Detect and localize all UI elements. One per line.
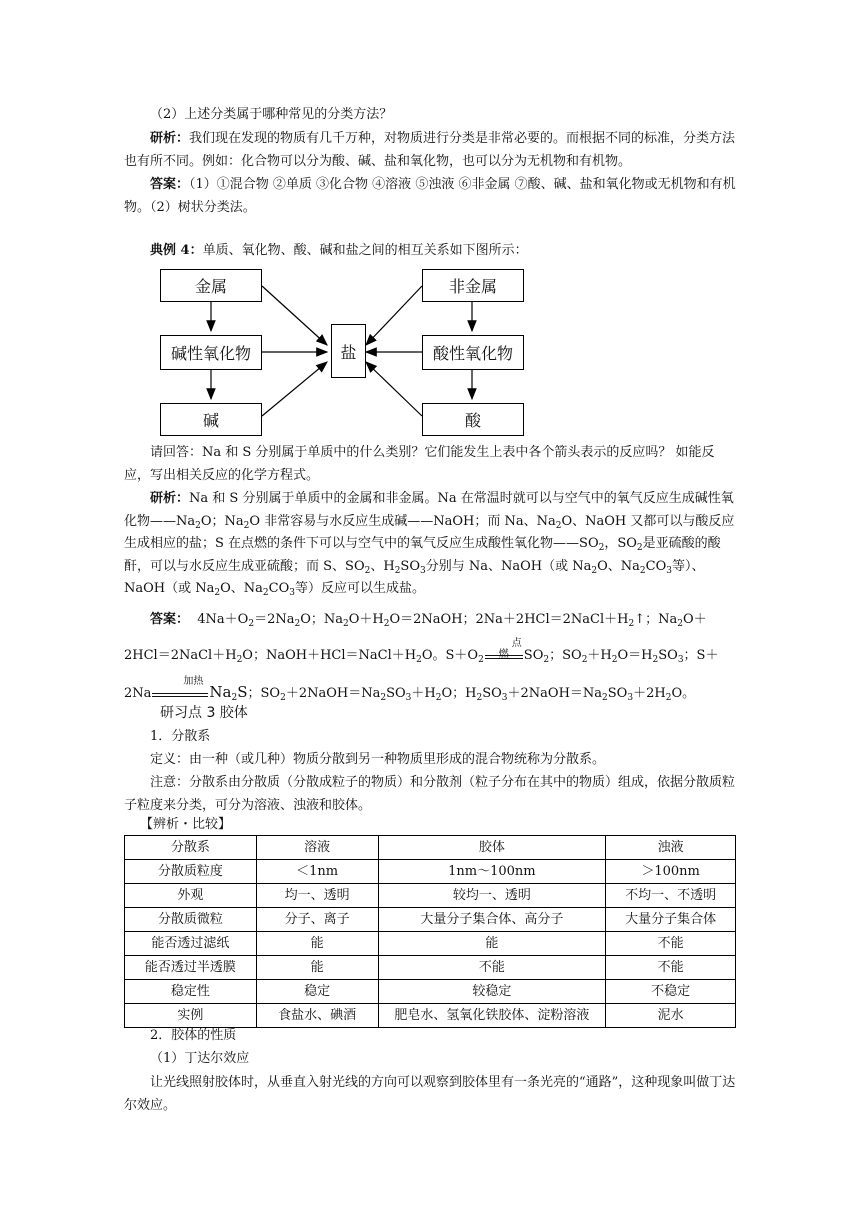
answer-2-label: 答案： [150,612,190,627]
table-cell: 胶体 [378,836,606,860]
table-row [125,932,736,956]
table-cell: 不稳定 [606,980,736,1004]
table-cell: 大量分子集合体、高分子 [378,908,606,932]
s2-text: 让光线照射胶体时，从垂直入射光线的方向可以观察到胶体里有一条光亮的“通路”，这种现象叫做丁达尔效应。 [124,1075,736,1113]
table-cell: 较稳定 [378,980,606,1004]
arrow-acid-to-salt [366,362,422,416]
table-cell: 泥水 [606,1004,736,1028]
table-cell: 浊液 [606,836,736,860]
answer-2: 答案： $4Na+O_2=2Na_2O$；$Na_2O+H_2O=2NaOH$；$2Na+2HCl=2NaCl+H_2↑$；$Na_2O+2HCl=2NaCl+H_2O$；$NaOH+HCl=NaCl+H_2O$。$S+O_2$ 点燃 $SO_2$；$SO_2+H_2O=H_2SO_3$；S＋2Na 加热 $Na_2S$；$SO_2+2NaOH=Na_2SO_3+H_2O$；$H_2SO_3+2NaOH=Na_2SO_3+2H_2O$。 [124,612,719,703]
table-cell: 1nm～100nm [378,860,606,884]
table-cell: 能否透过半透膜 [125,956,257,980]
table-cell: 大量分子集合体 [606,908,736,932]
table-row [125,980,736,1004]
table-cell: 不能 [606,932,736,956]
table-cell: 食盐水、碘酒 [256,1004,378,1028]
table-cell: 能 [256,932,378,956]
arrow-metal-to-salt [262,286,327,345]
table-cell: 分散系 [125,836,257,860]
question-2: （2）上述分类属于哪种常见的分类方法？ [150,107,393,122]
table-cell: 不能 [378,956,606,980]
table-cell: 能否透过滤纸 [125,932,257,956]
table-cell: 肥皂水、氢氧化铁胶体、淀粉溶液 [378,1004,606,1028]
table-cell: ＜1nm [256,860,378,884]
example-4-text: 单质、氧化物、酸、碱和盐之间的相互关系如下图所示： [202,243,528,258]
question-text: 请回答：Na 和 S 分别属于单质中的什么类别？它们能发生上表中各个箭头表示的反应吗？ 如能反应，写出相关反应的化学方程式。 [124,445,715,483]
table-cell: 稳定 [256,980,378,1004]
analysis-1-label: 研析： [150,131,190,146]
table-cell: 不能 [606,956,736,980]
box-salt: 盐 [331,324,366,378]
box-metal: 金属 [160,269,262,302]
answer-1-label: 答案： [150,177,190,192]
table-row [125,908,736,932]
table-cell: 均一、透明 [256,884,378,908]
arrow-base-to-salt [262,362,327,416]
comparison-table [124,835,736,1028]
box-nonmetal: 非金属 [422,269,524,302]
heat-condition: 加热 [152,687,208,701]
box-acid: 酸 [422,403,524,436]
table-cell: 实例 [125,1004,257,1028]
table-row [125,860,736,884]
table-cell: 稳定性 [125,980,257,1004]
table-row [125,1004,736,1028]
s1-note: 注意：分散系由分散质（分散成粒子的物质）和分散剂（粒子分布在其中的物质）组成，依据分散质粒子粒度来分类，可分为溶液、浊液和胶体。 [124,775,736,813]
s1-title: 1．分散系 [150,729,211,744]
answer-1 [124,174,736,219]
example-4 [124,240,736,263]
analysis-1-text: 我们现在发现的物质有几千万种，对物质进行分类是非常必要的。而根据不同的标准，分类方法也有所不同。例如：化合物可以分为酸、碱、盐和氧化物，也可以分为无机物和有机物。 [124,131,736,169]
table-cell: 不均一、不透明 [606,884,736,908]
s2-subtitle: （1）丁达尔效应 [150,1051,250,1066]
box-acidic-oxide: 酸性氧化物 [422,335,524,370]
analysis-1 [124,128,736,173]
s2-title: 2．胶体的性质 [150,1028,237,1043]
table-cell: 分子、离子 [256,908,378,932]
table-cell: ＞100nm [606,860,736,884]
answer-1-text: （1）①混合物 ②单质 ③化合物 ④溶液 ⑤浊液 ⑥非金属 ⑦酸、碱、盐和氧化物或无机物和有机物。（2）树状分类法。 [124,177,736,215]
table-cell: 分散质粒度 [125,860,257,884]
ignite-condition: 点燃 [485,649,523,663]
table-row [125,884,736,908]
box-base: 碱 [160,403,262,436]
table-cell: 外观 [125,884,257,908]
box-basic-oxide: 碱性氧化物 [160,335,262,370]
table-cell: 溶液 [256,836,378,860]
table-cell: 能 [378,932,606,956]
compare-label: 【辨析・比较】 [140,817,232,832]
table-cell: 较均一、透明 [378,884,606,908]
table-header-row [125,836,736,860]
table-cell: 分散质微粒 [125,908,257,932]
example-4-label: 典例 4： [150,243,203,258]
table-cell: 能 [256,956,378,980]
arrow-nonmetal-to-salt [366,286,422,345]
analysis-2: 研析：Na 和 S 分别属于单质中的金属和非金属。Na 在常温时就可以与空气中的氧气反应生成碱性氧化物$——Na_2O$；$Na_2O$ 非常容易与水反应生成碱——NaOH；而 Na、$Na_2O$、NaOH 又都可以与酸反应生成相应的盐；S 在点燃的条件下可以与空气中的氧气反应生成酸性氧化物$——SO_2$，$SO_2$是亚硫酸的酸酐，可以与水反应生成亚硫酸；而 S、$SO_2$、$H_2SO_3$分别与 Na、NaOH（或 $Na_2O$、$Na_2CO_3$等）、NaOH（或 $Na_2O$、$Na_2CO_3$等）反应可以生成盐。 [124,491,735,598]
analysis-2-label: 研析： [150,491,190,506]
s1-definition: 定义：由一种（或几种）物质分散到另一种物质里形成的混合物统称为分散系。 [150,752,606,767]
table-row [125,956,736,980]
section-title: 研习点 3 胶体 [160,705,248,721]
